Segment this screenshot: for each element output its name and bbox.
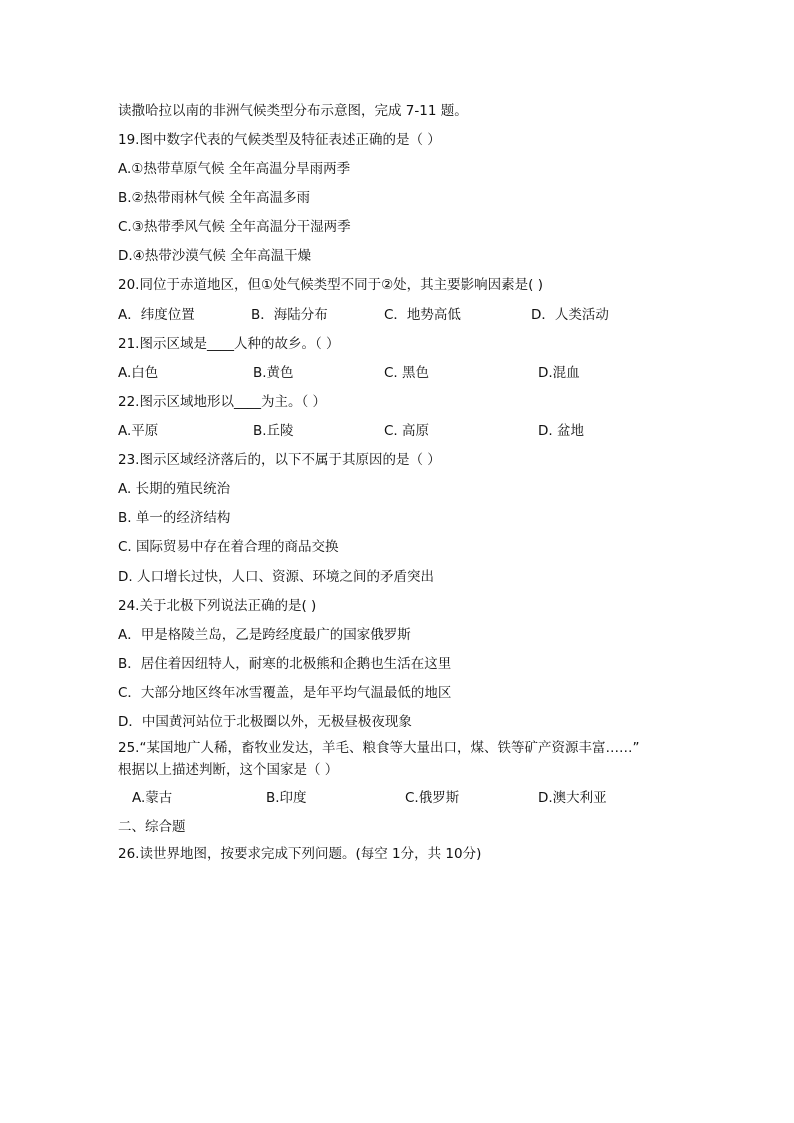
q26-stem: 26.读世界地图，按要求完成下列问题。(每空 1分，共 10分) xyxy=(118,846,482,862)
q21-option-a: A.白色 xyxy=(118,365,159,381)
q24-stem: 24.关于北极下列说法正确的是( ) xyxy=(118,598,317,614)
q25-option-c: C.俄罗斯 xyxy=(405,790,460,806)
q24-option-b: B．居住着因纽特人，耐寒的北极熊和企鹅也生活在这里 xyxy=(118,656,452,672)
q23-option-d: D. 人口增长过快，人口、资源、环境之间的矛盾突出 xyxy=(118,569,434,585)
intro-text: 读撒哈拉以南的非洲气候类型分布示意图，完成 7-11 题。 xyxy=(118,103,468,119)
q20-stem: 20.同位于赤道地区，但①处气候类型不同于②处，其主要影响因素是( ) xyxy=(118,277,543,293)
q25-stem-line1: 25.“某国地广人稀，畜牧业发达，羊毛、粮食等大量出口，煤、铁等矿产资源丰富……” xyxy=(118,740,640,756)
q20-option-b: B．海陆分布 xyxy=(251,307,328,323)
q25-stem-line2: 根据以上描述判断，这个国家是（ ） xyxy=(118,762,339,778)
q19-option-c: C.③热带季风气候 全年高温分干湿两季 xyxy=(118,219,351,235)
q22-option-d: D. 盆地 xyxy=(538,423,584,439)
q22-option-b: B.丘陵 xyxy=(253,423,294,439)
q24-option-c: C．大部分地区终年冰雪覆盖，是年平均气温最低的地区 xyxy=(118,685,452,701)
q19-option-d: D.④热带沙漠气候 全年高温干燥 xyxy=(118,248,312,264)
q25-option-a: A.蒙古 xyxy=(132,790,173,806)
q23-stem: 23.图示区域经济落后的，以下不属于其原因的是（ ） xyxy=(118,452,441,468)
q23-option-c: C. 国际贸易中存在着合理的商品交换 xyxy=(118,539,339,555)
q25-option-b: B.印度 xyxy=(266,790,307,806)
q25-option-d: D.澳大利亚 xyxy=(538,790,607,806)
q21-option-d: D.混血 xyxy=(538,365,580,381)
q19-option-b: B.②热带雨林气候 全年高温多雨 xyxy=(118,190,310,206)
q19-option-a: A.①热带草原气候 全年高温分旱雨两季 xyxy=(118,161,351,177)
q20-option-a: A．纬度位置 xyxy=(118,307,195,323)
q19-stem: 19.图中数字代表的气候类型及特征表述正确的是（ ） xyxy=(118,132,441,148)
q22-option-c: C. 高原 xyxy=(384,423,430,439)
q20-option-c: C．地势高低 xyxy=(384,307,461,323)
q21-option-c: C. 黑色 xyxy=(384,365,430,381)
q21-option-b: B.黄色 xyxy=(253,365,294,381)
q21-stem: 21.图示区域是____人种的故乡。（ ） xyxy=(118,336,340,352)
q24-option-d: D．中国黄河站位于北极圈以外，无极昼极夜现象 xyxy=(118,714,412,730)
q23-option-a: A. 长期的殖民统治 xyxy=(118,481,231,497)
q24-option-a: A．甲是格陵兰岛，乙是跨经度最广的国家俄罗斯 xyxy=(118,627,411,643)
section-heading: 二、综合题 xyxy=(118,819,186,835)
q23-option-b: B. 单一的经济结构 xyxy=(118,510,231,526)
q22-stem: 22.图示区域地形以____为主。（ ） xyxy=(118,394,327,410)
q22-option-a: A.平原 xyxy=(118,423,159,439)
q20-option-d: D．人类活动 xyxy=(531,307,609,323)
